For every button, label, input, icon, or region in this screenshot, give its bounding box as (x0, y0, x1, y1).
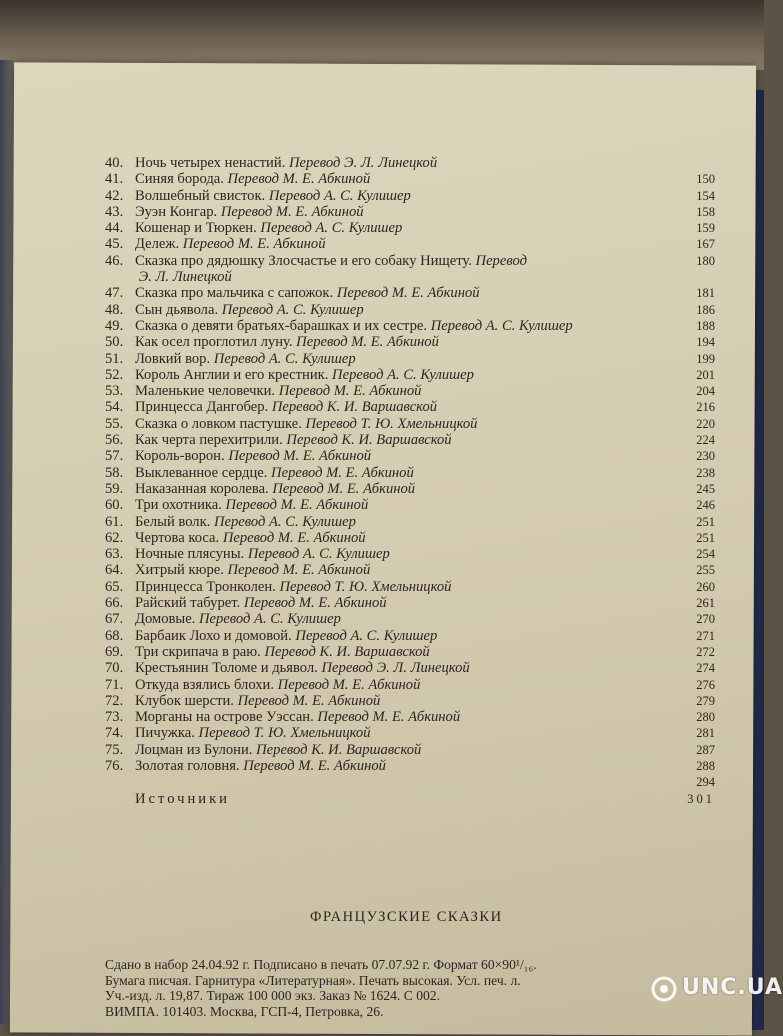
toc-title: Кошенар и Тюркен. (135, 220, 257, 237)
toc-number: 56. (105, 432, 124, 449)
toc-translator: Перевод К. И. Варшавской (264, 643, 430, 660)
toc-number: 47. (105, 285, 124, 302)
toc-title: Клубок шерсти. (135, 692, 234, 709)
toc-number: 58. (105, 464, 124, 481)
toc-number: 61. (105, 513, 124, 530)
toc-page-number: 216 (696, 400, 715, 415)
toc-number: 48. (105, 301, 124, 318)
toc-entry (105, 318, 715, 334)
toc-entry (105, 611, 715, 627)
toc-translator: Перевод М. Е. Абкиной (272, 480, 416, 497)
toc-translator: Перевод М. Е. Абкиной (243, 757, 386, 774)
toc-title: Сказка о ловком пастушке. (135, 415, 302, 432)
toc-entry (105, 530, 715, 546)
toc-title: Ловкий вор. (135, 350, 211, 367)
toc-number: 68. (105, 627, 124, 644)
imprint-block (105, 957, 745, 1019)
toc-title: Откуда взялись блохи. (135, 676, 275, 693)
toc-number: 70. (105, 660, 124, 677)
toc-page-number: 238 (696, 465, 715, 480)
toc-translator: Перевод (475, 252, 527, 269)
toc-translator: Перевод М. Е. Абкиной (278, 383, 422, 400)
toc-number: 66. (105, 595, 124, 612)
toc-title: Сказка про дядюшку Злосчастье и его собаку Нищету. (135, 252, 472, 269)
toc-entry (105, 416, 715, 432)
toc-page-number: 280 (696, 710, 715, 725)
imprint-line: Уч.-изд. л. 19,87. Тираж 100 000 экз. Заказ № 1624. С 002. (105, 988, 440, 1003)
toc-number: 55. (105, 415, 124, 432)
toc-translator: Перевод А. С. Кулишер (247, 546, 390, 563)
toc-translator: Перевод А. С. Кулишер (213, 350, 356, 367)
toc-entry (105, 725, 715, 741)
toc-entry (105, 774, 715, 790)
toc-translator: Перевод М. Е. Абкиной (277, 676, 421, 693)
toc-number: 76. (105, 757, 124, 774)
toc-title: Белый волк. (135, 513, 211, 530)
toc-page-number: 279 (696, 693, 715, 708)
toc-translator: Перевод А. С. Кулишер (332, 366, 474, 383)
toc-title: Сказка о девяти братьях-барашках и их сестре. (135, 317, 428, 334)
toc-page-number: 194 (696, 335, 715, 350)
toc-entry (105, 432, 715, 448)
toc-entry (105, 514, 715, 530)
toc-number: 44. (105, 220, 124, 237)
toc-title: Райский табурет. (135, 595, 241, 612)
toc-translator: Перевод М. Е. Абкиной (271, 464, 414, 481)
toc-entry (105, 791, 715, 807)
toc-entry (105, 171, 715, 187)
toc-number: 57. (105, 448, 124, 465)
toc-title: Барбаик Лохо и домовой. (135, 627, 292, 644)
toc-translator: Перевод М. Е. Абкиной (237, 692, 381, 709)
toc-title: Морганы на острове Уэссан. (135, 709, 314, 726)
toc-translator: Перевод А. С. Кулишер (430, 317, 573, 334)
toc-title: Домовые. (135, 611, 196, 628)
toc-page-number: 167 (696, 237, 715, 252)
toc-entry (105, 562, 715, 578)
toc-entry (105, 302, 715, 318)
toc-entry (105, 481, 715, 497)
toc-entry (105, 758, 715, 774)
toc-page-number: 158 (696, 204, 715, 219)
toc-translator: Перевод А. С. Кулишер (221, 301, 364, 318)
toc-translator: Перевод А. С. Кулишер (268, 187, 411, 204)
toc-title: Сын дьявола. (135, 301, 219, 318)
toc-title: Источники (135, 790, 230, 807)
imprint-line: Сдано в набор 24.04.92 г. Подписано в печать 07.07.92 г. Формат 60×90¹/₁₆. (105, 957, 537, 972)
toc-number: 67. (105, 611, 124, 628)
toc-page-number: 230 (696, 449, 715, 464)
watermark-icon (650, 975, 678, 1003)
toc-number: 62. (105, 529, 124, 546)
toc-entry (105, 465, 715, 481)
toc-translator: Перевод М. Е. Абкиной (296, 334, 439, 351)
toc-translator: Перевод А. С. Кулишер (198, 611, 341, 628)
toc-page-number: 281 (696, 726, 715, 741)
toc-number: 52. (105, 366, 124, 383)
toc-title: Как осел проглотил луну. (135, 334, 293, 351)
toc-number: 49. (105, 317, 124, 334)
toc-entry (105, 595, 715, 611)
toc-entry (105, 709, 715, 725)
toc-entry (105, 351, 715, 367)
toc-number: 50. (105, 334, 124, 351)
toc-page-number: 154 (696, 188, 715, 203)
toc-number: 43. (105, 203, 124, 220)
toc-title: Маленькие человечки. (135, 383, 276, 400)
toc-page-number: 251 (696, 514, 715, 529)
toc-page-number: 186 (696, 302, 715, 317)
toc-translator: Перевод М. Е. Абкиной (227, 562, 371, 579)
toc-entry (105, 155, 715, 171)
toc-title: Сказка про мальчика с сапожок. (135, 285, 334, 302)
toc-number: 73. (105, 709, 124, 726)
toc-number: 46. (105, 252, 124, 269)
toc-title: Ночные плясуны. (135, 546, 245, 563)
toc-title: Король-ворон. (135, 448, 225, 465)
toc-page-number: 274 (696, 661, 715, 676)
toc-translator: Перевод М. Е. Абкиной (228, 448, 372, 465)
toc-translator: Перевод Т. Ю. Хмельницкой (279, 578, 452, 595)
toc-translator: Перевод Т. Ю. Хмельницкой (305, 415, 478, 432)
toc-number: 74. (105, 725, 124, 742)
toc-entry (105, 236, 715, 252)
toc-page-number: 261 (696, 596, 715, 611)
toc-translator: Перевод М. Е. Абкиной (243, 595, 387, 612)
toc-entry (105, 188, 715, 204)
toc-title: Дележ. (135, 236, 180, 253)
toc-number: 63. (105, 546, 124, 563)
toc-translator: Перевод К. И. Варшавской (286, 432, 452, 449)
toc-page-number: 287 (696, 742, 715, 757)
toc-translator: Перевод М. Е. Абкиной (225, 497, 369, 514)
toc-translator: Перевод Э. Л. Линецкой (288, 155, 438, 171)
toc-number: 59. (105, 480, 124, 497)
toc-entry (105, 383, 715, 399)
toc-translator: Перевод Т. Ю. Хмельницкой (198, 725, 371, 742)
toc-page-number: 270 (696, 612, 715, 627)
toc-entry (105, 269, 715, 285)
toc-title: Как черта перехитрили. (135, 432, 283, 449)
book-title: ФРАНЦУЗСКИЕ СКАЗКИ (310, 909, 503, 925)
toc-entry (105, 628, 715, 644)
toc-translator: Перевод Э. Л. Линецкой (321, 660, 470, 677)
toc-title: Золотая головня. (135, 757, 240, 774)
toc-entry (105, 742, 715, 758)
toc-translator: Перевод К. И. Варшавской (256, 741, 422, 758)
toc-page-number: 159 (696, 221, 715, 236)
toc-translator: Перевод М. Е. Абкиной (317, 709, 461, 726)
toc-page-number: 251 (696, 530, 715, 545)
watermark: UNC.UA (682, 975, 783, 1000)
toc-translator: Э. Л. Линецкой (138, 269, 232, 286)
toc-title: Синяя борода. (135, 171, 224, 188)
toc-number: 71. (105, 676, 124, 693)
table-of-contents (105, 155, 715, 807)
toc-entry (105, 399, 715, 415)
toc-page-number: 260 (696, 579, 715, 594)
imprint-line: ВИМПА. 101403. Москва, ГСП-4, Петровка, 26. (105, 1003, 384, 1019)
toc-entry (105, 253, 715, 269)
toc-number: 51. (105, 350, 124, 367)
toc-entry (105, 285, 715, 301)
toc-title: Хитрый кюре. (135, 562, 224, 579)
toc-page-number: 181 (696, 286, 715, 301)
toc-entry (105, 204, 715, 220)
toc-translator: Перевод К. И. Варшавской (271, 399, 438, 416)
toc-page-number: 301 (687, 791, 715, 806)
toc-translator: Перевод М. Е. Абкиной (182, 236, 326, 253)
toc-entry (105, 367, 715, 383)
toc-number: 41. (105, 171, 124, 188)
toc-title: Король Англии и его крестник. (135, 366, 329, 383)
toc-page-number: 245 (696, 481, 715, 496)
toc-entry (105, 579, 715, 595)
toc-page-number: 288 (696, 758, 715, 773)
toc-entry (105, 677, 715, 693)
toc-translator: Перевод М. Е. Абкиной (336, 285, 480, 302)
toc-number: 40. (105, 155, 124, 171)
toc-title: Ночь четырех ненастий. (135, 155, 286, 171)
toc-number: 75. (105, 741, 124, 758)
toc-entry (105, 693, 715, 709)
toc-title: Лоцман из Булони. (135, 741, 253, 758)
toc-page-number: 188 (696, 318, 715, 333)
toc-title: Волшебный свисток. (135, 187, 266, 204)
toc-page-number: 276 (696, 677, 715, 692)
toc-entry (105, 334, 715, 350)
toc-number: 60. (105, 497, 124, 514)
toc-title: Три скрипача в раю. (135, 643, 261, 660)
toc-page-number: 246 (696, 498, 715, 513)
toc-entry (105, 220, 715, 236)
toc-translator: Перевод М. Е. Абкиной (222, 529, 366, 546)
toc-number: 64. (105, 562, 124, 579)
toc-page-number: 201 (696, 367, 715, 382)
toc-page-number: 204 (696, 384, 715, 399)
toc-number: 45. (105, 236, 124, 253)
toc-number: 72. (105, 692, 124, 709)
toc-translator: Перевод М. Е. Абкиной (220, 203, 364, 220)
toc-number: 65. (105, 578, 124, 595)
toc-page-number: 220 (696, 416, 715, 431)
toc-title: Пичужка. (135, 725, 195, 742)
toc-title: Принцесса Дангобер. (135, 399, 269, 416)
background-top (0, 0, 764, 70)
toc-page-number: 294 (696, 775, 715, 790)
toc-page-number: 180 (696, 253, 715, 268)
toc-entry (105, 644, 715, 660)
toc-title: Наказанная королева. (135, 480, 269, 497)
toc-title: Чертова коса. (135, 529, 220, 546)
toc-page-number: 254 (696, 547, 715, 562)
toc-page-number: 199 (696, 351, 715, 366)
toc-number: 42. (105, 187, 124, 204)
toc-entry (105, 660, 715, 676)
toc-title: Выклеванное сердце. (135, 464, 268, 481)
toc-title: Три охотника. (135, 497, 222, 514)
toc-number: 69. (105, 643, 124, 660)
toc-entry (105, 546, 715, 562)
toc-page-number: 150 (696, 172, 715, 187)
toc-page-number: 272 (696, 644, 715, 659)
toc-page-number: 224 (696, 433, 715, 448)
toc-entry (105, 497, 715, 513)
toc-title: Эуэн Конгар. (135, 203, 218, 220)
toc-number: 53. (105, 383, 124, 400)
toc-title: Крестьянин Толоме и дьявол. (135, 660, 318, 677)
toc-number: 54. (105, 399, 124, 416)
toc-translator: Перевод А. С. Кулишер (260, 220, 403, 237)
toc-title: Принцесса Тронколен. (135, 578, 276, 595)
toc-entry (105, 448, 715, 464)
toc-translator: Перевод М. Е. Абкиной (227, 171, 371, 188)
toc-translator: Перевод А. С. Кулишер (295, 627, 438, 644)
toc-page-number: 271 (696, 628, 715, 643)
toc-page-number: 255 (696, 563, 715, 578)
imprint-line: Бумага писчая. Гарнитура «Литературная». Печать высокая. Усл. печ. л. (105, 972, 521, 988)
toc-translator: Перевод А. С. Кулишер (213, 513, 356, 530)
